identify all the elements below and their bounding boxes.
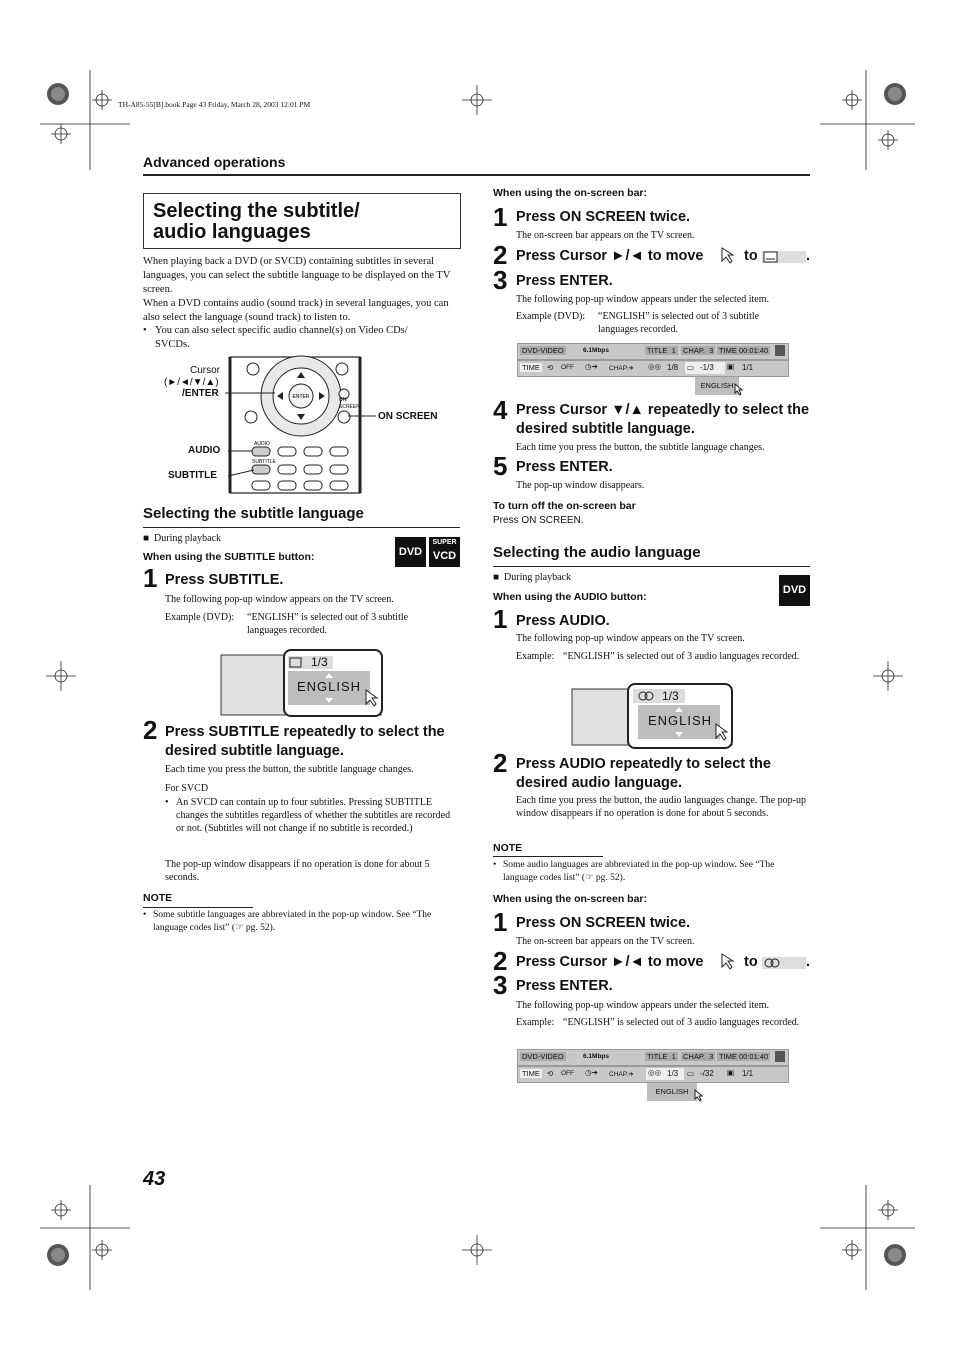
enter-label: /ENTER bbox=[182, 388, 219, 399]
audio-tiny: AUDIO bbox=[254, 441, 270, 447]
os-sub-step4-text: Each time you press the button, the subtitle language changes. bbox=[516, 442, 765, 453]
audio-step2-text: Each time you press the button, the audio languages change. The pop-up window disappears if no operation is done for about 5 seconds. bbox=[516, 795, 807, 819]
os-sub-step2-to: to bbox=[744, 248, 758, 264]
bar-angle-val: 1/1 bbox=[742, 363, 754, 372]
bar-chap: CHAP. 3 bbox=[683, 346, 714, 355]
bar-rate: 6.1Mbps bbox=[583, 347, 610, 354]
os-audio-step2-period: . bbox=[806, 954, 811, 970]
intro-p2: When a DVD contains audio (sound track) in several languages, you can also select the language (sound track) to listen to. bbox=[143, 298, 449, 323]
subtitle-section-rule bbox=[143, 527, 460, 528]
bar2-next-icon bbox=[775, 1051, 785, 1062]
color-dot-tr bbox=[884, 83, 906, 105]
center-mark-left bbox=[46, 661, 76, 691]
subtitle-icon bbox=[762, 250, 810, 264]
subtitle-label: SUBTITLE bbox=[168, 470, 217, 481]
audio-popup-lang: ENGLISH bbox=[648, 713, 713, 728]
os-sub-step3-number: 3 bbox=[493, 265, 508, 295]
os-sub-step4-number: 4 bbox=[493, 395, 508, 425]
os-sub-step3-text: The following pop-up window appears under the selected item. bbox=[516, 294, 769, 305]
os-audio-step1-text: The on-screen bar appears on the TV screen. bbox=[516, 936, 695, 947]
angle-icon: ▣ bbox=[727, 362, 735, 371]
bar2-time-btn: TIME bbox=[522, 1069, 540, 1078]
subtitle-bar-icon: ▭ bbox=[687, 363, 695, 372]
sub-step1-number: 1 bbox=[143, 563, 158, 593]
popup-pointer-icon bbox=[734, 383, 744, 396]
sub-note-bullet: • Some subtitle languages are abbreviated in the pop-up window. See “The language codes list” (☞ pg. 52). bbox=[143, 909, 458, 935]
subtitle-during: ■ During playback bbox=[143, 533, 221, 544]
audio-badge-dvd: DVD bbox=[779, 575, 810, 606]
os-audio-step3-number: 3 bbox=[493, 970, 508, 1000]
audio-step1-text: The following pop-up window appears on the TV screen. bbox=[516, 633, 745, 644]
subtitle-popup-lang: ENGLISH bbox=[297, 679, 362, 694]
os-sub-step1-head: Press ON SCREEN twice. bbox=[516, 209, 691, 225]
page-title-box bbox=[143, 193, 461, 249]
page-title-line2: audio languages bbox=[153, 221, 311, 243]
onscreen-tiny-2: SCREEN bbox=[339, 404, 360, 410]
badge-super: SUPER bbox=[432, 539, 457, 546]
os-audio-step2-to: to bbox=[744, 954, 758, 970]
audio-note-bullet-text: Some audio languages are abbreviated in the pop-up window. See “The language codes list” (☞ pg. 52). bbox=[503, 860, 775, 883]
svcd-bullet-text: An SVCD can contain up to four subtitles. Pressing SUBTITLE changes the subtitles regardless of whether the subtitles are recorded or not. (Subtitles will not change if no subtitle is recorded.) bbox=[176, 797, 451, 834]
audio-using-button: When using the AUDIO button: bbox=[493, 591, 647, 603]
center-mark-bottom bbox=[462, 1235, 492, 1265]
os-audio-example: “ENGLISH” is selected out of 3 audio languages recorded. bbox=[563, 1017, 800, 1028]
os-audio-step3-head: Press ENTER. bbox=[516, 978, 613, 994]
sub-step1-text: The following pop-up window appears on the TV screen. bbox=[165, 594, 394, 605]
audio-icon-2: ◎◎ bbox=[648, 1068, 662, 1077]
onscreen-tiny-1: ON bbox=[339, 397, 347, 403]
bar-time-val: TIME 00:01:40 bbox=[719, 346, 769, 355]
svcd-bullet: • An SVCD can contain up to four subtitles. Pressing SUBTITLE changes the subtitles regardless of whether the subtitles are recorded or not. (Subtitles will not change if no subtitle is recorded.) bbox=[165, 796, 460, 835]
audio-step1-head: Press AUDIO. bbox=[516, 613, 610, 629]
bar2-chap-arrow: CHAP.➔ bbox=[609, 1071, 634, 1078]
svcd-label: For SVCD bbox=[165, 783, 209, 794]
audio-during: ■ During playback bbox=[493, 572, 571, 583]
audio-popup-illustration bbox=[571, 682, 736, 752]
os-audio-step1-number: 1 bbox=[493, 907, 508, 937]
turnoff-head: To turn off the on-screen bar bbox=[493, 500, 636, 512]
remote-illustration bbox=[150, 355, 460, 495]
bar-audio-val: 1/8 bbox=[667, 363, 679, 372]
bar2-angle-val: 1/1 bbox=[742, 1069, 754, 1078]
os-audio-step2-number: 2 bbox=[493, 946, 508, 976]
sub-popup-note: The pop-up window disappears if no operation is done for about 5 seconds. bbox=[165, 859, 430, 883]
book-info: TH-A85-55[B].book Page 43 Friday, March 28, 2003 12:01 PM bbox=[118, 100, 311, 109]
sub-step1-example: “ENGLISH” is selected out of 3 subtitle languages recorded. bbox=[247, 612, 409, 636]
cursor-label: Cursor bbox=[190, 365, 221, 376]
bar2-off: OFF bbox=[561, 1070, 574, 1077]
section-header: Advanced operations bbox=[143, 154, 286, 170]
audio-label: AUDIO bbox=[188, 445, 221, 456]
bar2-chap: CHAP. 3 bbox=[683, 1052, 714, 1061]
subtitle-during-text: During playback bbox=[154, 533, 221, 544]
center-mark-top bbox=[462, 85, 492, 115]
bar2-time-val: TIME 00:01:40 bbox=[719, 1052, 769, 1061]
bar2-title: TITLE 1 bbox=[647, 1052, 676, 1061]
sub-step1-example-label: Example (DVD): bbox=[165, 612, 235, 623]
sub-step1-head: Press SUBTITLE. bbox=[165, 572, 284, 588]
center-mark-right bbox=[873, 661, 903, 691]
os-sub-step3-head: Press ENTER. bbox=[516, 273, 613, 289]
os-audio-step3-text: The following pop-up window appears under the selected item. bbox=[516, 1000, 769, 1011]
audio-step1-example-label: Example: bbox=[516, 651, 555, 662]
audio-step2-head: Press AUDIO repeatedly to select the desired audio language. bbox=[516, 756, 771, 791]
bar-time-btn: TIME bbox=[522, 363, 540, 372]
audio-step1-example: “ENGLISH” is selected out of 3 audio languages recorded. bbox=[563, 651, 800, 662]
audio-note-bullet: • Some audio languages are abbreviated in the pop-up window. See “The language codes list” (☞ pg. 52). bbox=[493, 859, 808, 885]
bar2-popup-lang: ENGLISH bbox=[647, 1083, 697, 1101]
color-dot-tl bbox=[47, 83, 69, 105]
bar-next-icon bbox=[775, 345, 785, 356]
audio-popup-count: 1/3 bbox=[662, 689, 679, 703]
audio-step1-number: 1 bbox=[493, 604, 508, 634]
os-sub-step1-text: The on-screen bar appears on the TV screen. bbox=[516, 230, 695, 241]
audio-section-rule bbox=[493, 566, 810, 567]
badge-svcd bbox=[429, 537, 460, 567]
badge-dvd: DVD bbox=[395, 537, 426, 567]
bar2-audio-val: 1/3 bbox=[667, 1069, 679, 1078]
os-sub-step2-period: . bbox=[806, 248, 811, 264]
pointer-icon-2 bbox=[720, 953, 736, 970]
os-audio-heading: When using the on-screen bar: bbox=[493, 893, 648, 905]
color-dot-bl bbox=[47, 1244, 69, 1266]
bar-sub-val: -1/3 bbox=[700, 363, 714, 372]
subtitle-section-heading: Selecting the subtitle language bbox=[143, 505, 364, 522]
sub-step2-number: 2 bbox=[143, 715, 158, 745]
audio-during-text: During playback bbox=[504, 572, 571, 583]
subtitle-popup-illustration bbox=[220, 648, 385, 718]
os-sub-step4-head: Press Cursor ▼/▲ repeatedly to select the desired subtitle language. bbox=[516, 402, 810, 437]
bar-dvd-video: DVD-VIDEO bbox=[522, 346, 564, 355]
onscreen-bar-subtitle bbox=[517, 343, 789, 399]
os-sub-step2-number: 2 bbox=[493, 240, 508, 270]
page-title-line1: Selecting the subtitle/ bbox=[153, 200, 360, 222]
timer-icon-2: ◷➔ bbox=[585, 1068, 598, 1077]
timer-icon: ◷➔ bbox=[585, 362, 598, 371]
page-number: 43 bbox=[143, 1168, 166, 1190]
popup-pointer-icon-2 bbox=[694, 1089, 704, 1102]
subtitle-popup-count: 1/3 bbox=[311, 655, 328, 669]
bar-off: OFF bbox=[561, 364, 574, 371]
audio-section-heading: Selecting the audio language bbox=[493, 544, 701, 561]
os-audio-example-label: Example: bbox=[516, 1017, 555, 1028]
os-sub-step5-number: 5 bbox=[493, 451, 508, 481]
os-audio-step1-head: Press ON SCREEN twice. bbox=[516, 915, 691, 931]
os-sub-step5-text: The pop-up window disappears. bbox=[516, 480, 645, 491]
os-sub-step5-head: Press ENTER. bbox=[516, 459, 613, 475]
sub-note-rule bbox=[143, 907, 253, 908]
bar-title: TITLE 1 bbox=[647, 346, 676, 355]
intro-p1: When playing back a DVD (or SVCD) containing subtitles in several languages, you can select the subtitle language to be displayed on the TV screen. bbox=[143, 256, 451, 295]
repeat-icon: ⟲ bbox=[547, 363, 554, 372]
intro-bullet-text: You can also select specific audio channel(s) on Video CDs/ SVCDs. bbox=[155, 325, 408, 350]
enter-key-label: ENTER bbox=[292, 394, 310, 400]
crop-mark-bl bbox=[40, 1185, 130, 1290]
bar-popup-lang: ENGLISH bbox=[695, 377, 739, 395]
subtitle-using-button: When using the SUBTITLE button: bbox=[143, 551, 315, 563]
bar2-dvd-video: DVD-VIDEO bbox=[522, 1052, 564, 1061]
audio-note-rule bbox=[493, 856, 603, 857]
os-sub-step1-number: 1 bbox=[493, 202, 508, 232]
color-dot-br bbox=[884, 1244, 906, 1266]
os-sub-example-label: Example (DVD): bbox=[516, 311, 586, 322]
audio-icon-inline bbox=[762, 956, 810, 970]
badge-vcd: VCD bbox=[432, 550, 457, 562]
subtitle-tiny: SUBTITLE bbox=[252, 459, 276, 465]
bar2-rate: 6.1Mbps bbox=[583, 1053, 610, 1060]
audio-icon: ◎◎ bbox=[648, 362, 662, 371]
bar-chap-arrow: CHAP.➔ bbox=[609, 365, 634, 372]
repeat-icon-2: ⟲ bbox=[547, 1069, 554, 1078]
angle-icon-2: ▣ bbox=[727, 1068, 735, 1077]
audio-step2-number: 2 bbox=[493, 748, 508, 778]
os-audio-step2-head: Press Cursor ►/◄ to move bbox=[516, 954, 704, 970]
cursor-keys-label: (►/◄/▼/▲) bbox=[164, 377, 219, 388]
on-screen-label: ON SCREEN bbox=[378, 411, 438, 422]
onscreen-bar-audio bbox=[517, 1049, 789, 1105]
intro-bullet: • You can also select specific audio channel(s) on Video CDs/ SVCDs. bbox=[143, 324, 453, 352]
sub-note-bullet-text: Some subtitle languages are abbreviated in the pop-up window. See “The language codes list” (☞ pg. 52). bbox=[153, 910, 432, 933]
bar2-sub-val: -/32 bbox=[700, 1069, 714, 1078]
sub-note-title: NOTE bbox=[143, 892, 173, 904]
os-sub-example: “ENGLISH” is selected out of 3 subtitle languages recorded. bbox=[598, 311, 760, 335]
audio-note-title: NOTE bbox=[493, 842, 523, 854]
sub-step2-text: Each time you press the button, the subtitle language changes. bbox=[165, 764, 414, 775]
pointer-icon bbox=[720, 247, 736, 264]
turnoff-text: Press ON SCREEN. bbox=[493, 515, 584, 526]
sub-step2-head: Press SUBTITLE repeatedly to select the desired subtitle language. bbox=[165, 724, 445, 759]
os-sub-heading: When using the on-screen bar: bbox=[493, 187, 648, 199]
subtitle-bar-icon-2: ▭ bbox=[687, 1069, 695, 1078]
os-sub-step2-head: Press Cursor ►/◄ to move bbox=[516, 248, 704, 264]
crop-mark-br bbox=[820, 1185, 915, 1290]
